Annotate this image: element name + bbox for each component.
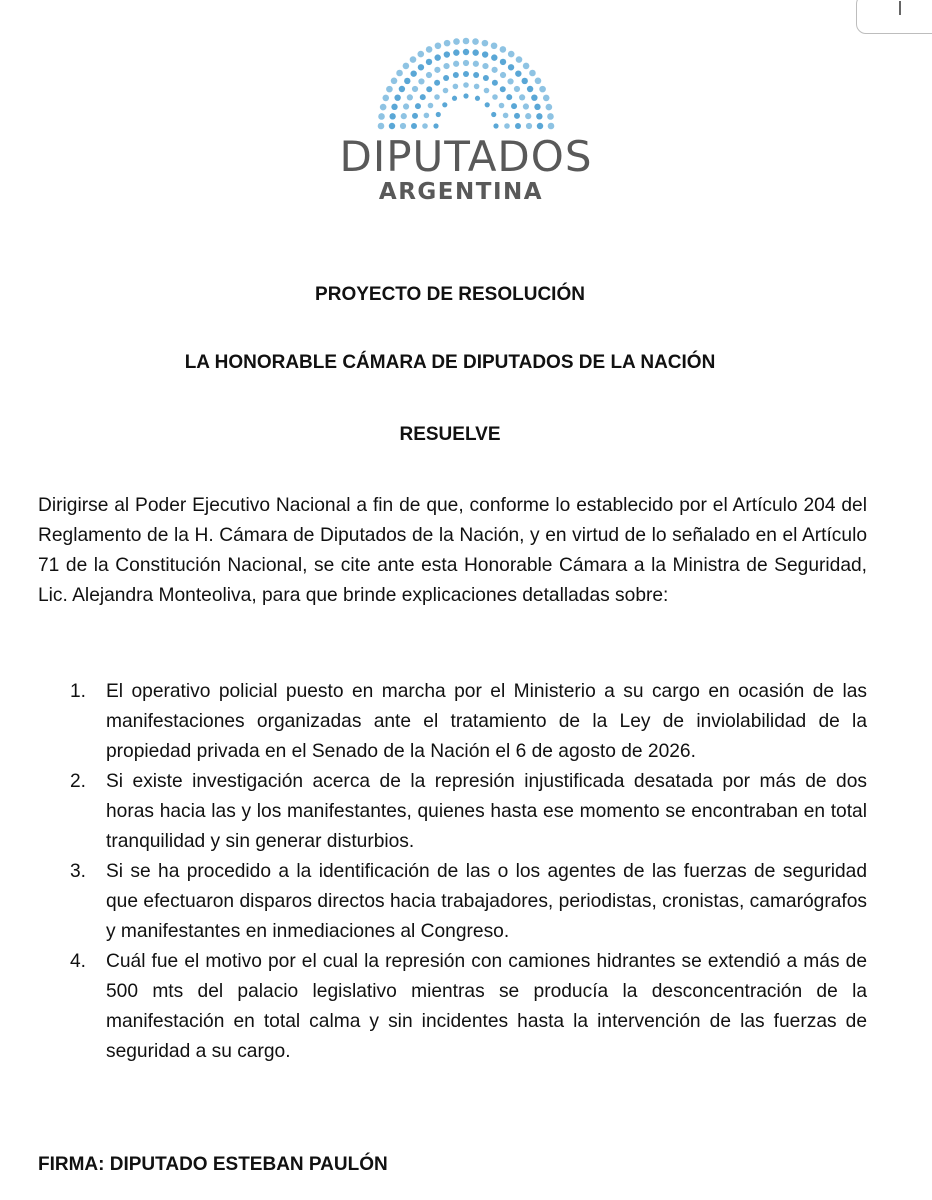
hemicycle-dot — [444, 40, 451, 47]
hemicycle-dot — [463, 38, 470, 45]
list-item — [38, 677, 867, 767]
hemicycle-dot — [534, 104, 540, 110]
hemicycle-dot — [401, 113, 407, 119]
hemicycle-dot — [485, 102, 490, 107]
hemicycle-dot — [516, 56, 523, 63]
hemicycle-dot — [508, 51, 515, 58]
hemicycle-dot — [500, 46, 507, 53]
diputados-logo — [0, 0, 932, 220]
hemicycle-dot — [412, 113, 418, 119]
list-item-text: Si existe investigación acerca de la represión injustificada desatada por más de dos horas hacia las y los manifestantes, quienes hasta ese momento se encontraban en total tranquilidad y sin generar disturbios. — [106, 771, 867, 852]
hemicycle-dot — [529, 70, 536, 77]
hemicycle-dot — [500, 59, 506, 65]
list-item-number: 2. — [70, 771, 87, 792]
hemicycle-dot — [508, 64, 514, 70]
list-item-text: El operativo policial puesto en marcha por el Ministerio a su cargo en ocasión de las manifestaciones organizadas ante el tratamiento de la Ley de inviolabilidad de la propiedad privada en el Senado de la Nación el 6 de agosto de 2026. — [106, 681, 867, 762]
hemicycle-dot — [500, 86, 506, 92]
logo-text-argentina: ARGENTINA — [378, 179, 544, 205]
hemicycle-dot — [531, 94, 537, 100]
hemicycle-dot — [526, 123, 532, 129]
hemicycle-dot — [491, 42, 498, 49]
hemicycle-dot — [434, 67, 440, 73]
hemicycle-dot — [418, 64, 424, 70]
hemicycle-dot — [506, 94, 512, 100]
list-item — [38, 947, 867, 1067]
hemicycle-dot — [523, 103, 529, 109]
hemicycle-dot — [424, 113, 430, 119]
hemicycle-dot — [444, 51, 450, 57]
hemicycle-dot — [474, 84, 480, 90]
hemicycle-dot — [519, 94, 525, 100]
hemicycle-dot — [523, 63, 530, 70]
hemicycle-dot — [434, 94, 440, 100]
hemicycle-dot — [492, 80, 498, 86]
hemicycle-dot — [428, 103, 434, 109]
hemicycle-dot — [547, 113, 554, 120]
hemicycle-dot — [507, 78, 513, 84]
request-list — [38, 677, 867, 1067]
hemicycle-dot — [453, 61, 459, 67]
hemicycle-dot — [472, 49, 478, 55]
hemicycle-dot — [463, 71, 469, 77]
document-heading-camara: LA HONORABLE CÁMARA DE DIPUTADOS DE LA NACIÓN — [184, 352, 716, 373]
intro-paragraph: Dirigirse al Poder Ejecutivo Nacional a fin de que, conforme lo establecido por el Artículo 204 del Reglamento de la H. Cámara de Diputados de la Nación, y en virtud de lo señalado en el Artículo 71 de la Constitución Nacional, se cite ante esta Honorable Cámara a la Ministra de Seguridad, Lic. Alejandra Monteoliva, para que brinde explicaciones detalladas sobre: — [38, 495, 867, 606]
hemicycle-dot — [475, 96, 480, 101]
hemicycle-dot — [514, 86, 520, 92]
hemicycle-dot — [420, 94, 426, 100]
hemicycle-dot — [472, 38, 479, 45]
hemicycle-dot — [404, 78, 410, 84]
hemicycle-dot — [407, 94, 413, 100]
logo-text-diputados: DIPUTADOS — [339, 132, 593, 181]
hemicycle-dot — [436, 112, 441, 117]
hemicycle-dot — [442, 102, 447, 107]
hemicycle-dot — [434, 80, 440, 86]
hemicycle-dot — [546, 104, 553, 111]
list-item-number: 3. — [70, 861, 87, 882]
hemicycle-dot — [452, 96, 457, 101]
hemicycle-dot — [410, 70, 416, 76]
hemicycle-dot — [522, 78, 528, 84]
hemicycle-dot — [415, 103, 421, 109]
hemicycle-dot — [543, 95, 550, 102]
hemicycle-dot — [539, 86, 546, 93]
hemicycle-dot — [410, 56, 417, 63]
document-heading-resuelve: RESUELVE — [399, 424, 501, 445]
hemicycle-dot — [418, 78, 424, 84]
hemicycle-dot — [482, 51, 488, 57]
hemicycle-dot — [463, 82, 469, 88]
hemicycle-dot — [463, 93, 468, 98]
hemicycle-dot — [386, 86, 393, 93]
hemicycle-dot — [514, 113, 520, 119]
hemicycle-dot — [525, 113, 531, 119]
list-item — [38, 767, 867, 857]
hemicycle-dots-icon — [366, 28, 566, 138]
hemicycle-dot — [463, 49, 469, 55]
hemicycle-dot — [394, 94, 400, 100]
hemicycle-dot — [483, 75, 489, 81]
hemicycle-dot — [453, 72, 459, 78]
hemicycle-dot — [453, 84, 459, 90]
hemicycle-dot — [443, 63, 449, 69]
hemicycle-dot — [500, 72, 506, 78]
hemicycle-dot — [422, 123, 428, 129]
hemicycle-dot — [426, 46, 433, 53]
hemicycle-dot — [411, 123, 417, 129]
list-item — [38, 857, 867, 947]
hemicycle-dot — [515, 70, 521, 76]
hemicycle-dot — [499, 103, 505, 109]
hemicycle-dot — [403, 63, 410, 70]
hemicycle-dot — [434, 54, 440, 60]
hemicycle-dot — [504, 123, 510, 129]
list-item-number: 4. — [70, 951, 87, 972]
list-item-text: Cuál fue el motivo por el cual la represión con camiones hidrantes se extendió a más de 500 mts del palacio legislativo mientras se producía la desconcentración de la manifestación en total calma y sin incidentes hasta la intervención de las fuerzas de seguridad a su cargo. — [106, 951, 867, 1062]
hemicycle-dot — [403, 103, 409, 109]
hemicycle-dot — [426, 86, 432, 92]
hemicycle-dot — [433, 123, 438, 128]
hemicycle-dot — [378, 113, 385, 120]
hemicycle-dot — [536, 113, 542, 119]
hemicycle-dot — [473, 72, 479, 78]
hemicycle-dot — [400, 123, 406, 129]
hemicycle-dot — [382, 95, 389, 102]
hemicycle-dot — [380, 104, 387, 111]
hemicycle-dot — [399, 86, 405, 92]
hemicycle-dot — [492, 67, 498, 73]
hemicycle-dot — [484, 88, 490, 94]
hemicycle-dot — [537, 123, 543, 129]
hemicycle-dot — [391, 77, 398, 84]
list-item-text: Si se ha procedido a la identificación de las o los agentes de las fuerzas de seguridad que efectuaron disparos directos hacia trabajadores, periodistas, cronistas, camarógrafos y manifestantes en inmediaciones al Congreso. — [106, 861, 867, 942]
list-item-number: 1. — [70, 681, 87, 702]
hemicycle-dot — [473, 61, 479, 67]
document-heading-proyecto: PROYECTO DE RESOLUCIÓN — [315, 284, 585, 305]
signature: FIRMA: DIPUTADO ESTEBAN PAULÓN — [38, 1154, 388, 1175]
hemicycle-dot — [435, 42, 442, 49]
hemicycle-dot — [389, 123, 395, 129]
hemicycle-dot — [417, 51, 424, 58]
hemicycle-dot — [412, 86, 418, 92]
hemicycle-dot — [443, 75, 449, 81]
hemicycle-dot — [443, 88, 449, 94]
hemicycle-dot — [482, 63, 488, 69]
hemicycle-dot — [515, 123, 521, 129]
hemicycle-dot — [426, 72, 432, 78]
hemicycle-dot — [391, 104, 397, 110]
hemicycle-dot — [453, 49, 459, 55]
hemicycle-dot — [535, 77, 542, 84]
hemicycle-dot — [389, 113, 395, 119]
hemicycle-dot — [491, 112, 496, 117]
hemicycle-dot — [396, 70, 403, 77]
hemicycle-dot — [527, 86, 533, 92]
hemicycle-dot — [503, 113, 509, 119]
hemicycle-dot — [378, 123, 385, 130]
hemicycle-dot — [463, 60, 469, 66]
hemicycle-dot — [511, 103, 517, 109]
hemicycle-dot — [493, 123, 498, 128]
hemicycle-dot — [492, 94, 498, 100]
hemicycle-dot — [453, 38, 460, 45]
hemicycle-dot — [426, 59, 432, 65]
hemicycle-dot — [491, 54, 497, 60]
hemicycle-dot — [548, 123, 555, 130]
hemicycle-dot — [482, 40, 489, 47]
